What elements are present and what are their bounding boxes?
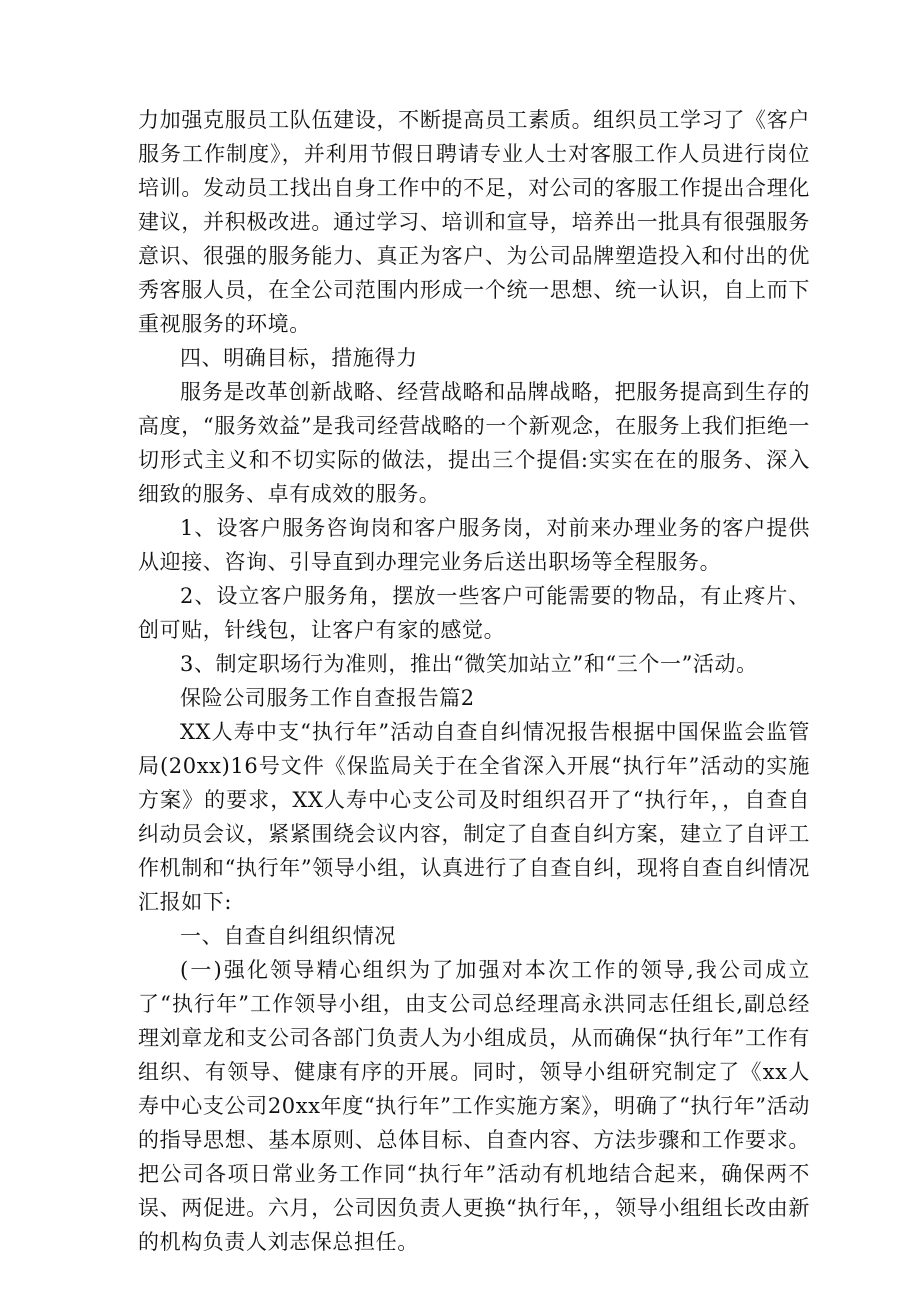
paragraph-report-intro: XX人寿中支“执行年”活动自查自纠情况报告根据中国保监会监管局(20xx)16号文件《保监局关于在全省深入开展“执行年”活动的实施方案》的要求，XX人寿中心支公司及时组织召开了“执行年，，自查自纠动员会议，紧紧围绕会议内容，制定了自查自纠方案，建立了自评工作机制和“执行年”领导小组，认真进行了自查自纠，现将自查自纠情况汇报如下:	[138, 720, 810, 914]
paragraph-item-3: 3、制定职场行为准则，推出“微笑加站立”和“三个一”活动。	[180, 652, 758, 676]
section-heading-four: 四、明确目标，措施得力	[180, 346, 418, 370]
paragraph-leadership: (一)强化领导精心组织为了加强对本次工作的领导,我公司成立了“执行年”工作领导小组，由支公司总经理高永洪同志任组长,副总经理刘章龙和支公司各部门负责人为小组成员，从而确保“执行年”工作有组织、有领导、健康有序的开展。同时，领导小组研究制定了《xx人寿中心支公司20xx年度“执行年”工作实施方案》，明确了“执行年”活动的指导思想、基本原则、总体目标、自查内容、方法步骤和工作要求。把公司各项日常业务工作同“执行年”活动有机地结合起来，确保两不误、两促进。六月，公司因负责人更换“执行年，，领导小组组长改由新的机构负责人刘志保总担任。	[138, 958, 810, 1254]
paragraph-service-strategy: 服务是改革创新战略、经营战略和品牌战略，把服务提高到生存的高度，“服务效益”是我司经营战略的一个新观念，在服务上我们拒绝一切形式主义和不切实际的做法，提出三个提倡:实实在在的服务、深入细致的服务、卓有成效的服务。	[138, 380, 810, 506]
paragraph-item-2: 2、设立客户服务角，摆放一些客户可能需要的物品，有止疼片、创可贴，针线包，让客户有家的感觉。	[138, 584, 810, 642]
section-heading-one: 一、自查自纠组织情况	[180, 924, 396, 948]
paragraph-staff-training: 力加强克服员工队伍建设，不断提高员工素质。组织员工学习了《客户服务工作制度》，并利用节假日聘请专业人士对客服工作人员进行岗位培训。发动员工找出自身工作中的不足，对公司的客服工作提出合理化建议，并积极改进。通过学习、培训和宣导，培养出一批具有很强服务意识、很强的服务能力、真正为客户、为公司品牌塑造投入和付出的优秀客服人员，在全公司范围内形成一个统一思想、统一认识，自上而下重视服务的环境。	[138, 108, 810, 336]
document-body	[138, 103, 810, 1259]
paragraph-item-1: 1、设客户服务咨询岗和客户服务岗，对前来办理业务的客户提供从迎接、咨询、引导直到办理完业务后送出职场等全程服务。	[138, 516, 810, 574]
report-title-part-2: 保险公司服务工作自查报告篇2	[180, 686, 475, 710]
